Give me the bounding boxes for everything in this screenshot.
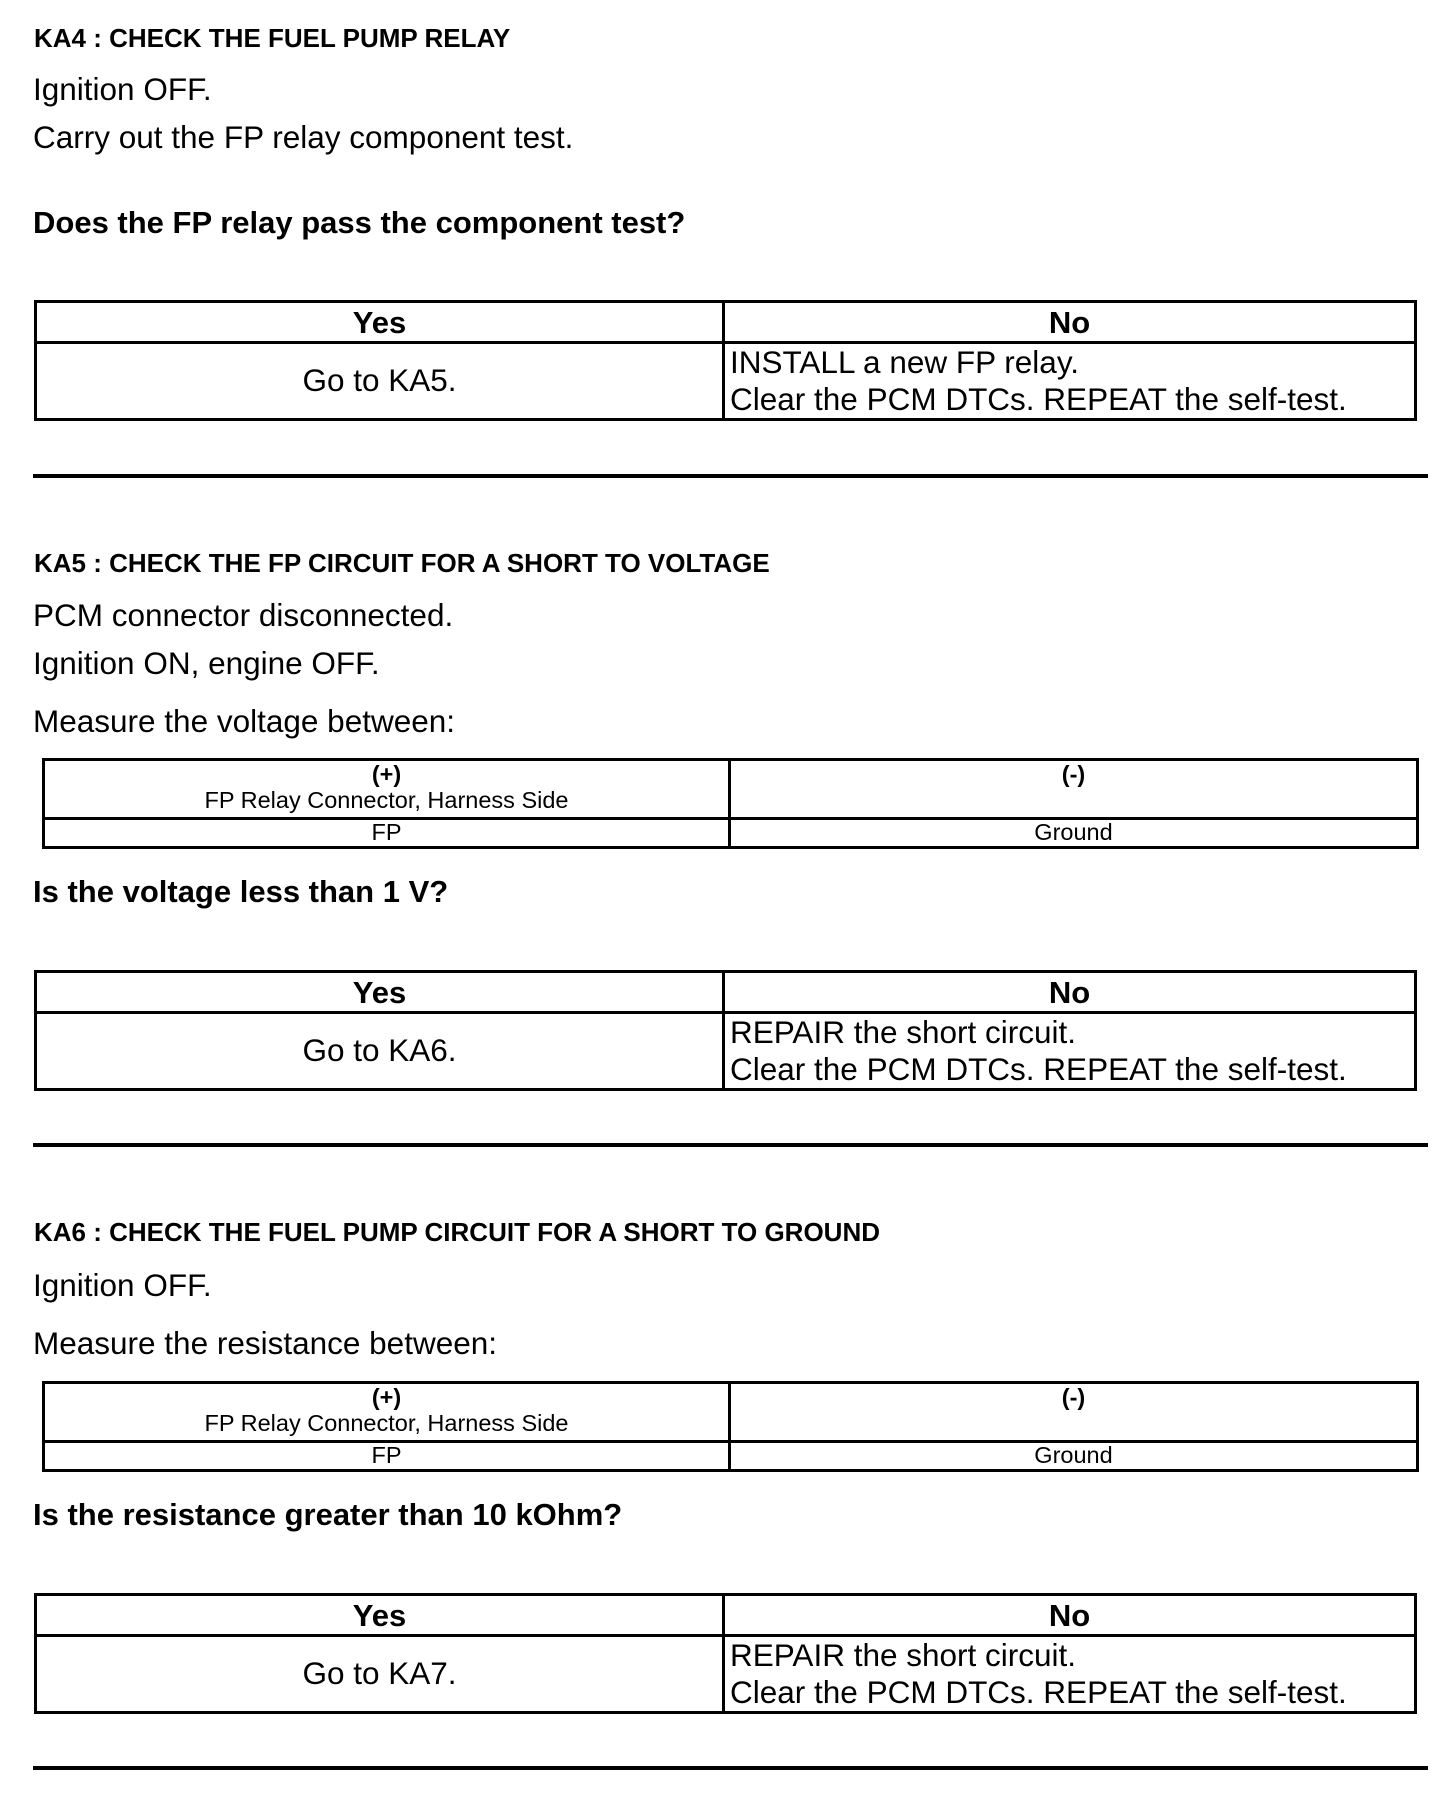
ka6-plus-header: [44, 1383, 730, 1442]
ka5-heading: KA5 : CHECK THE FP CIRCUIT FOR A SHORT TO VOLTAGE: [34, 548, 770, 578]
ka6-plus-label: (+): [371, 1384, 402, 1410]
ka5-plus-connector: FP Relay Connector, Harness Side: [204, 787, 569, 813]
ka5-minus-header: [730, 760, 1418, 819]
ka6-measurement-table: [42, 1381, 1419, 1472]
section-divider: [33, 474, 1428, 478]
ka4-step-2: Carry out the FP relay component test.: [33, 119, 574, 155]
ka4-no-action: [724, 343, 1416, 420]
ka4-no-action-line-2: Clear the PCM DTCs. REPEAT the self-test.: [730, 381, 1347, 417]
ka6-minus-pin: Ground: [730, 1442, 1418, 1471]
ka5-yes-action: Go to KA6.: [36, 1013, 724, 1090]
ka5-measurement-table: [42, 758, 1419, 849]
ka6-minus-header: [730, 1383, 1418, 1442]
ka5-step-1: PCM connector disconnected.: [33, 597, 454, 633]
ka6-plus-connector: FP Relay Connector, Harness Side: [204, 1410, 569, 1436]
ka6-no-action-line-1: REPAIR the short circuit.: [730, 1637, 1077, 1673]
ka5-question: Is the voltage less than 1 V?: [33, 874, 449, 909]
ka6-minus-label: (-): [1061, 1384, 1086, 1410]
ka5-step-2: Ignition ON, engine OFF.: [33, 645, 380, 681]
ka5-no-action-line-1: REPAIR the short circuit.: [730, 1014, 1077, 1050]
ka6-no-action-line-2: Clear the PCM DTCs. REPEAT the self-test.: [730, 1674, 1347, 1710]
ka5-plus-label: (+): [371, 761, 402, 787]
ka6-yes-action: Go to KA7.: [36, 1636, 724, 1713]
ka5-no-action-line-2: Clear the PCM DTCs. REPEAT the self-test.: [730, 1051, 1347, 1087]
ka6-yes-header: Yes: [36, 1595, 724, 1636]
ka5-result-table: [34, 970, 1417, 1091]
ka5-minus-label: (-): [1061, 761, 1086, 787]
ka6-no-action: [724, 1636, 1416, 1713]
ka4-no-action-line-1: INSTALL a new FP relay.: [730, 344, 1079, 380]
ka4-question: Does the FP relay pass the component test?: [33, 205, 686, 240]
ka6-question: Is the resistance greater than 10 kOhm?: [33, 1497, 623, 1532]
ka5-minus-pin: Ground: [730, 819, 1418, 848]
ka5-plus-pin: FP: [44, 819, 730, 848]
ka6-plus-pin: FP: [44, 1442, 730, 1471]
ka5-yes-header: Yes: [36, 972, 724, 1013]
ka5-no-action: [724, 1013, 1416, 1090]
ka5-plus-header: [44, 760, 730, 819]
ka6-no-header: No: [724, 1595, 1416, 1636]
ka4-yes-action: Go to KA5.: [36, 343, 724, 420]
ka6-step-1: Ignition OFF.: [33, 1267, 212, 1303]
ka4-no-header: No: [724, 302, 1416, 343]
section-divider: [33, 1143, 1428, 1147]
ka4-result-table: [34, 300, 1417, 421]
section-divider: [33, 1766, 1428, 1770]
ka4-step-1: Ignition OFF.: [33, 71, 212, 107]
ka6-step-2: Measure the resistance between:: [33, 1325, 498, 1361]
ka4-yes-header: Yes: [36, 302, 724, 343]
ka6-heading: KA6 : CHECK THE FUEL PUMP CIRCUIT FOR A SHORT TO GROUND: [34, 1217, 880, 1247]
ka4-heading: KA4 : CHECK THE FUEL PUMP RELAY: [34, 23, 511, 53]
ka5-step-3: Measure the voltage between:: [33, 703, 456, 739]
ka5-no-header: No: [724, 972, 1416, 1013]
ka6-result-table: [34, 1593, 1417, 1714]
